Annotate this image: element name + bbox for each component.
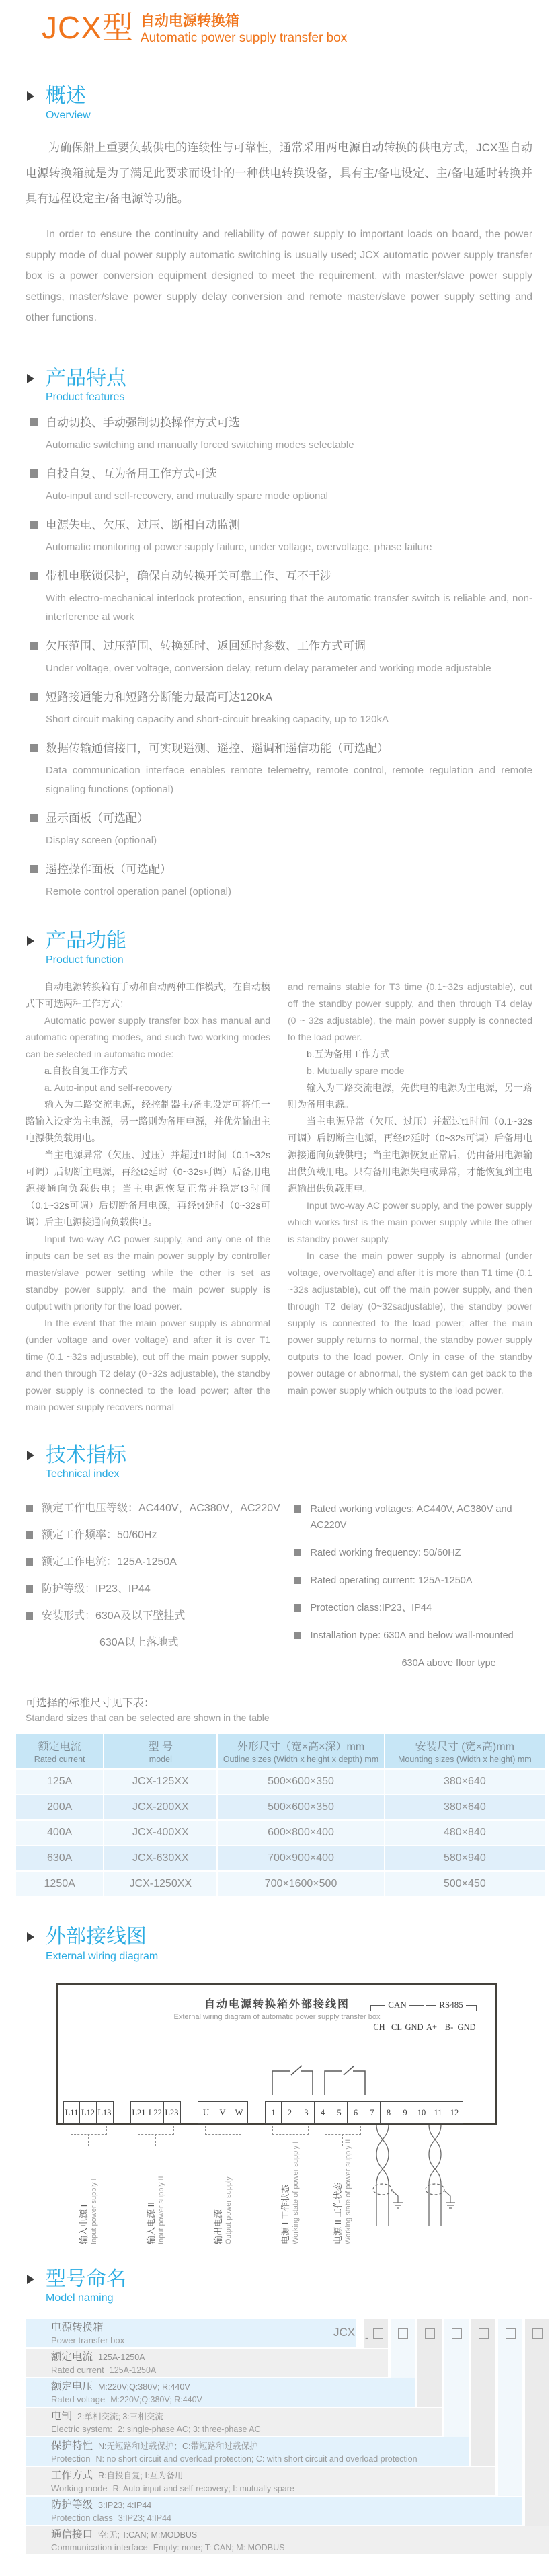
pin-label: GND [405, 2022, 424, 2032]
section-technical [26, 1444, 532, 1672]
model-digit-box [373, 2328, 383, 2339]
naming-row: 额定电压 M:220V;Q:380V; R:440V Rated voltage M:220V;Q:380V; R:440V [26, 2378, 415, 2407]
feature-text-cn: 遥控操作面板（可选配） [46, 863, 171, 876]
terminal: 4 [314, 2101, 331, 2124]
group-label: 输入电源 II Input power supply II [146, 2176, 165, 2244]
function-paragraph: 输入为二路交流电源，先供电的电源为主电源，另一路则为备用电源。 [288, 1082, 532, 1110]
overview-paragraph-en: In order to ensure the continuity and reliability of power supply to important loads on board, the power supply mode of dual power supply automatic switching is usually used; JCX automatic power supply transfer box is a power conversion equipment designed to meet the requirement, with master/slave power supply settings, master/slave power supply delay conversion and remote master/slave power supply setting and other functions. [26, 228, 532, 324]
terminal-group-input2 [131, 2101, 181, 2124]
terminal: 11 [430, 2101, 447, 2124]
group-label: 电源 I 工作状态 Working state of power supply I [280, 2141, 300, 2244]
section-arrow-icon [27, 936, 34, 946]
feature-item [26, 465, 532, 506]
group-label: 输出电源 Output power supply [213, 2176, 233, 2244]
function-paragraph: 当主电源异常（欠压、过压）并超过t1时间（0.1~32s可调）后切断主电源，再经t2延时（0~32s可调）后备用电源接通向负载供电；当主电源恢复正常后，仍由备用电源输出供负载用电。只有备用电源失电或异常，才能恢复到主电源输出供负载用电。 [288, 1115, 532, 1194]
terminal: U [198, 2101, 215, 2124]
terminal: 5 [331, 2101, 348, 2124]
terminal: 2 [281, 2101, 298, 2124]
pin-label: CL [391, 2022, 402, 2032]
can-bus-bracket [370, 1999, 424, 2014]
section-arrow-icon [27, 91, 34, 101]
function-paragraph: In case the main power supply is abnormal (under voltage, overvoltage) and after it is more than T1 time (0.1 ~32s adjustable), cut off the main power supply, and then through T2 delay (0~32sadjustable), the standby power supply is connected to the load power; after the main power supply returns to normal, the standby power supply outputs to the load power. Only in case of the standby power outage or abnormal, the system can get back to the main power supply which outputs to the load power. [288, 1250, 532, 1396]
table-row: 200A JCX-200XX 500×600×350 380×640 [16, 1795, 545, 1819]
section-title-en: Product function [46, 954, 124, 966]
column-header-cn: 型 号 [148, 1741, 173, 1753]
group-bracket [205, 2126, 241, 2135]
section-overview [26, 85, 532, 328]
section-function [26, 930, 532, 1416]
bullet-square-icon [294, 1632, 301, 1639]
bullet-square-icon [26, 1505, 33, 1512]
terminal: L12 [79, 2101, 97, 2124]
feature-item [26, 517, 532, 557]
group-bracket [325, 2126, 361, 2135]
model-digit-box [398, 2328, 408, 2339]
technical-item: Rated operating current: 125A-1250A [294, 1573, 532, 1589]
section-title-cn: 型号命名 [46, 2267, 126, 2290]
product-model-title: JCX型 [42, 10, 134, 45]
technical-column-cn [26, 1490, 294, 1671]
changeover-switch-icon [268, 2063, 317, 2095]
digit-column [471, 2319, 495, 2466]
column-header-cn: 安装尺寸 (宽×高)mm [415, 1741, 514, 1753]
wiring-annotations [56, 2125, 493, 2249]
model-digit-box [506, 2328, 516, 2339]
function-paragraph: 输入为二路交流电源，经控制器主/备电设定可将任一路输入设定为主电源，另一路则为备用电源，并优先输出主电源供负载用电。 [26, 1098, 270, 1143]
bullet-square-icon [294, 1549, 301, 1556]
naming-row: 额定电流 125A-1250A Rated current 125A-1250A [26, 2349, 388, 2377]
table-row: 400A JCX-400XX 600×800×400 480×840 [16, 1821, 545, 1845]
column-header-cn: 额定电流 [38, 1741, 81, 1753]
group-bracket [272, 2126, 309, 2135]
technical-item: Protection class:IP23、IP44 [294, 1600, 532, 1616]
column-header-en: Rated current [34, 1755, 85, 1765]
terminal: 3 [298, 2101, 315, 2124]
table-row: 1250A JCX-1250XX 700×1600×500 500×450 [16, 1872, 545, 1896]
bullet-square-icon [30, 521, 38, 529]
bullet-square-icon [30, 814, 38, 822]
terminal: 7 [364, 2101, 381, 2124]
technical-item: 额定工作频率：50/60Hz [26, 1527, 294, 1544]
bullet-square-icon [26, 1585, 33, 1593]
product-title-en: Automatic power supply transfer box [140, 31, 348, 46]
section-arrow-icon [27, 1932, 34, 1942]
terminal: 8 [380, 2101, 397, 2124]
section-title-cn: 外部接线图 [46, 1926, 147, 1948]
feature-item [26, 568, 532, 627]
technical-item: 安装形式：630A及以下壁挂式 [26, 1608, 294, 1624]
section-title-en: Technical index [46, 1468, 120, 1480]
feature-text-cn: 数据传输通信接口，可实现遥测、遥控、遥调和遥信功能（可选配） [46, 742, 389, 755]
pin-label: CH [373, 2022, 385, 2032]
bullet-square-icon [294, 1604, 301, 1612]
model-code: JCX [333, 2326, 356, 2339]
terminal: 9 [397, 2101, 414, 2124]
feature-text-en: Auto-input and self-recovery, and mutually spare mode optional [46, 490, 328, 502]
section-wiring [26, 1926, 532, 2249]
twisted-pair-shield-icon [367, 2125, 407, 2226]
feature-text-cn: 自投自复、互为备用工作方式可选 [46, 467, 217, 481]
naming-row: 保护特性 N:无短路和过载保护；C:带短路和过载保护 Protection N: no short circuit and overload protection; C: with short circuit and overload protection [26, 2437, 469, 2466]
feature-text-en: Automatic monitoring of power supply failure, under voltage, overvoltage, phase failure [46, 541, 432, 554]
can-bus-label: CAN [388, 1999, 407, 2010]
terminal: L22 [147, 2101, 164, 2124]
model-code-dash: - [365, 2332, 368, 2343]
function-paragraph: a.自投自复工作方式 [44, 1065, 128, 1076]
function-paragraph: and remains stable for T3 time (0.1~32s adjustable), cut off the standby power supply, and then through T4 delay (0 ~ 32s adjustable), the main power supply is connected to the load power. [288, 981, 532, 1043]
group-bracket [138, 2126, 174, 2135]
function-paragraph: Input two-way AC power supply, and the power supply which works first is the main power supply while the other is standby power supply. [288, 1199, 532, 1244]
feature-text-en: Data communication interface enables remote telemetry, remote control, remote regulation and remote signaling functions (optional) [46, 765, 532, 796]
terminal: L11 [63, 2101, 81, 2124]
model-digit-box [532, 2328, 543, 2339]
naming-row: 防护等级 3:IP23; 4:IP44 Protection class 3:IP23; 4:IP44 [26, 2497, 522, 2525]
function-column-left [26, 979, 270, 1416]
bullet-square-icon [26, 1612, 33, 1620]
model-digit-box [452, 2328, 462, 2339]
section-arrow-icon [27, 374, 34, 383]
function-paragraph: 自动电源转换箱有手动和自动两种工作模式，在自动模式下可选两种工作方式： [26, 981, 270, 1009]
bullet-square-icon [30, 642, 38, 650]
bullet-square-icon [30, 865, 38, 873]
technical-column-en [294, 1490, 532, 1671]
sizes-block [26, 1694, 532, 1897]
terminal: L21 [130, 2101, 148, 2124]
section-title-cn: 技术指标 [46, 1443, 126, 1466]
section-title-cn: 产品功能 [46, 930, 126, 952]
function-paragraph: a. Auto-input and self-recovery [44, 1082, 172, 1093]
function-paragraph: b.互为备用工作方式 [307, 1048, 390, 1059]
bullet-square-icon [30, 693, 38, 701]
bullet-square-icon [26, 1531, 33, 1539]
changeover-switch-icon [321, 2063, 369, 2095]
feature-text-en: With electro-mechanical interlock protection, ensuring that the automatic transfer switch is reliable and, non-interference at work [46, 593, 532, 623]
technical-item: Installation type: 630A and below wall-mounted [294, 1628, 532, 1644]
column-header-en: model [149, 1755, 172, 1765]
sizes-table [15, 1733, 546, 1897]
table-header-row [16, 1734, 545, 1768]
table-row: 125A JCX-125XX 500×600×350 380×640 [16, 1770, 545, 1794]
table-row: 630A JCX-630XX 700×900×400 580×940 [16, 1846, 545, 1870]
function-paragraph: b. Mutually spare mode [307, 1065, 405, 1076]
technical-item: 额定工作电流：125A-1250A [26, 1554, 294, 1570]
bullet-square-icon [30, 572, 38, 580]
sizes-note-cn: 可选择的标准尺寸见下表： [26, 1698, 155, 1710]
bullet-square-icon [30, 744, 38, 752]
section-title-cn: 概述 [46, 85, 86, 108]
column-header-cn: 外形尺寸（宽×高×深）mm [237, 1741, 365, 1753]
pin-label: A+ [426, 2022, 438, 2032]
product-title-cn: 自动电源转换箱 [140, 13, 239, 29]
digit-column [498, 2319, 522, 2496]
bullet-square-icon [294, 1505, 301, 1513]
naming-row: 工作方式 R:自投自复; I:互为备用 Working mode R: Auto-input and self-recovery; I: mutually spare [26, 2467, 495, 2495]
group-label: 输入电源 I Input power supply I [79, 2178, 98, 2244]
feature-item [26, 861, 532, 901]
technical-item: Rated working voltages: AC440V, AC380V and AC220V [294, 1501, 532, 1533]
naming-row: 电制 2:单相交流; 3:三相交流 Electric system: 2: single-phase AC; 3: three-phase AC [26, 2408, 442, 2436]
feature-text-cn: 带机电联锁保护，确保自动转换开关可靠工作、互不干涉 [46, 570, 331, 583]
naming-row: 电源转换箱 Power transfer box [26, 2319, 356, 2347]
feature-text-cn: 自动切换、手动强制切换操作方式可选 [46, 416, 240, 430]
bullet-square-icon [294, 1577, 301, 1584]
overview-paragraph-cn: 为确保船上重要负载供电的连续性与可靠性，通常采用两电源自动转换的供电方式，JCX型自动电源转换箱就是为了满足此要求而设计的一种供电转换设备，具有主/备电设定、主/备电延时转换并具有远程设定主/备电源等功能。 [26, 141, 532, 205]
group-bracket [71, 2126, 107, 2135]
terminal: 12 [446, 2101, 463, 2124]
column-header-en: Mounting sizes (Width x height) mm [398, 1755, 532, 1765]
bullet-square-icon [26, 1558, 33, 1566]
twisted-pair-shield-icon [420, 2125, 460, 2226]
terminal: 1 [265, 2101, 282, 2124]
feature-text-en: Under voltage, over voltage, conversion delay, return delay parameter and working mode adjustable [46, 662, 491, 675]
digit-column [525, 2319, 549, 2526]
function-paragraph: In the event that the main power supply is abnormal (under voltage and over voltage) and after it is over T1 time (0.1 ~32s adjustable), cut off the main power supply, and then through T2 delay (0~32s adjustable), the standby power supply is connected to the load power; after the main power supply recovers normal [26, 1317, 270, 1412]
feature-text-en: Automatic switching and manually forced switching modes selectable [46, 439, 354, 451]
diagram-title-en: External wiring diagram of automatic power supply transfer box [173, 2012, 381, 2021]
page-header [26, 11, 532, 46]
feature-text-cn: 电源失电、欠压、过压、断相自动监测 [46, 519, 240, 532]
section-title-cn: 产品特点 [46, 367, 126, 389]
terminal: W [231, 2101, 248, 2124]
section-naming [26, 2268, 532, 2556]
rs485-bus-bracket [426, 1999, 477, 2014]
wiring-diagram-box [56, 1983, 497, 2125]
bullet-square-icon [30, 469, 38, 478]
pin-label: GND [457, 2022, 476, 2032]
feature-item [26, 689, 532, 729]
terminal: 6 [347, 2101, 364, 2124]
function-paragraph: Input two-way AC power supply, and any one of the inputs can be set as the main power supply by controller master/slave power setting while the other is set as standby power supply, and the main power supply is output with priority for the load power. [26, 1233, 270, 1312]
feature-item [26, 740, 532, 799]
section-title-en: Overview [46, 109, 91, 121]
terminal: 10 [413, 2101, 430, 2124]
function-paragraph: Automatic power supply transfer box has manual and automatic operating modes, and such two working modes can be selected in automatic mode: [26, 1014, 270, 1059]
technical-item: 防护等级：IP23、IP44 [26, 1581, 294, 1597]
section-title-en: External wiring diagram [46, 1950, 159, 1962]
column-header-en: Outline sizes (Width x height x depth) mm [223, 1755, 379, 1765]
feature-item [26, 638, 532, 678]
technical-item-continued: 630A以上落地式 [99, 1637, 179, 1649]
section-title-en: Model naming [46, 2292, 114, 2304]
model-digit-box [425, 2328, 435, 2339]
feature-item [26, 414, 532, 455]
terminal-group-input1 [64, 2101, 114, 2124]
terminal-group-output [198, 2101, 248, 2124]
function-column-right [288, 979, 532, 1416]
sizes-note-en: Standard sizes that can be selected are shown in the table [26, 1712, 270, 1724]
bullet-square-icon [30, 418, 38, 426]
terminal-strip-numbered [266, 2101, 463, 2124]
naming-row: 通信接口 空:无; T:CAN; M:MODBUS Communication interface Empty: none; T: CAN; M: MODBUS [26, 2526, 549, 2554]
feature-text-cn: 显示面板（可选配） [46, 812, 149, 825]
technical-item: 额定工作电压等级：AC440V，AC380V，AC220V [26, 1501, 294, 1517]
model-naming-chart [26, 2319, 558, 2556]
section-arrow-icon [27, 2275, 34, 2284]
feature-text-en: Remote control operation panel (optional) [46, 886, 231, 898]
technical-item-continued: 630A above floor type [401, 1658, 496, 1669]
terminal: V [214, 2101, 231, 2124]
function-paragraph: 当主电源异常（欠压、过压）并超过t1时间（0.1~32s可调）后切断主电源，再经t2延时（0~32s可调）后备用电源接通向负载供电；当主电源恢复正常并稳定t3时间（0.1~32s可调）后切断备用电源，再经t4延时（0~32s可调）后主电源接通向负载供电。 [26, 1149, 270, 1227]
feature-text-cn: 短路接通能力和短路分断能力最高可达120kA [46, 691, 273, 704]
pin-label: B- [444, 2022, 454, 2032]
diagram-title-cn: 自动电源转换箱外部接线图 [204, 1998, 350, 2010]
terminal: L23 [163, 2101, 181, 2124]
feature-text-cn: 欠压范围、过压范围、转换延时、返回延时参数、工作方式可调 [46, 640, 366, 653]
section-arrow-icon [27, 1451, 34, 1460]
rs485-bus-label: RS485 [439, 1999, 463, 2010]
model-digit-box [479, 2328, 489, 2339]
group-label: 电源 II 工作状态 Working state of power supply II [333, 2139, 352, 2244]
feature-text-en: Short circuit making capacity and short-circuit breaking capacity, up to 120kA [46, 714, 389, 726]
technical-item: Rated working frequency: 50/60HZ [294, 1545, 532, 1561]
feature-item [26, 810, 532, 850]
terminal: L13 [96, 2101, 114, 2124]
section-features [26, 367, 532, 902]
section-title-en: Product features [46, 391, 125, 404]
feature-text-en: Display screen (optional) [46, 835, 157, 847]
